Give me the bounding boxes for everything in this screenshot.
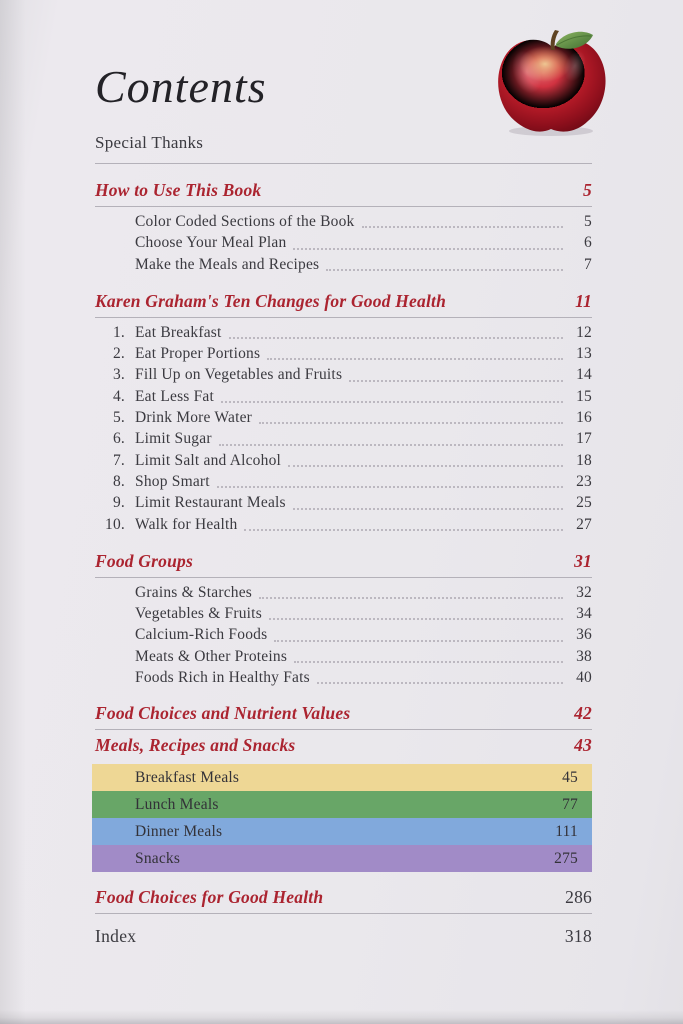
toc-item-label: Foods Rich in Healthy Fats <box>135 669 310 687</box>
toc-item-label: Fill Up on Vegetables and Fruits <box>135 366 343 384</box>
section-items <box>95 582 592 688</box>
toc-item-page: 23 <box>576 472 592 490</box>
section-heading-good-health <box>95 886 592 908</box>
section-heading-ten-changes <box>95 290 592 312</box>
toc-item-page: 18 <box>576 451 592 469</box>
toc-item-label: Grains & Starches <box>135 583 253 601</box>
section-title: Food Choices for Good Health <box>95 887 324 908</box>
toc-item <box>95 211 592 232</box>
toc-item-label: Meats & Other Proteins <box>135 647 288 665</box>
toc-item-page: 5 <box>584 213 592 230</box>
divider <box>95 577 592 578</box>
dotted-leader <box>362 226 563 228</box>
toc-item-label: Eat Proper Portions <box>135 345 261 363</box>
section-heading-nutrient-values <box>95 702 592 724</box>
toc-item <box>95 428 592 449</box>
band-page: 275 <box>554 849 578 867</box>
dotted-leader <box>244 529 563 531</box>
toc-item-page: 16 <box>576 409 592 427</box>
toc-item <box>95 343 592 364</box>
toc-item-page: 32 <box>576 583 592 601</box>
section-heading-how-to-use <box>95 179 592 201</box>
toc-item <box>95 254 592 275</box>
toc-item <box>95 386 592 407</box>
dotted-leader <box>259 597 563 599</box>
section-title: Karen Graham's Ten Changes for Good Health <box>95 290 447 311</box>
dotted-leader <box>293 508 563 510</box>
section-page-number: 43 <box>574 735 592 756</box>
toc-item <box>95 492 592 513</box>
toc-item-page: 13 <box>576 345 592 363</box>
divider <box>95 729 592 730</box>
section-items <box>95 322 592 535</box>
toc-item <box>95 646 592 667</box>
toc-item-label: Limit Restaurant Meals <box>135 494 286 512</box>
dotted-leader <box>269 618 563 620</box>
index-row <box>95 926 592 947</box>
toc-item-label: Walk for Health <box>135 515 238 533</box>
section-title: Meals, Recipes and Snacks <box>95 735 296 756</box>
toc-item-page: 27 <box>576 515 592 533</box>
color-coded-bands <box>92 764 592 872</box>
section-heading-meals-recipes <box>95 734 592 756</box>
toc-item-page: 40 <box>576 669 592 687</box>
toc-content <box>95 62 592 947</box>
toc-item-number: 7. <box>112 451 125 469</box>
band-dinner <box>92 818 592 845</box>
toc-item <box>95 450 592 471</box>
section-title: Food Choices and Nutrient Values <box>95 703 351 724</box>
divider <box>95 913 592 914</box>
special-thanks-label: Special Thanks <box>95 133 204 152</box>
toc-item-page: 17 <box>576 430 592 448</box>
band-breakfast <box>92 764 592 791</box>
dotted-leader <box>274 640 563 642</box>
toc-item-label: Choose Your Meal Plan <box>135 234 287 252</box>
divider <box>95 163 592 164</box>
toc-item-label: Color Coded Sections of the Book <box>135 213 355 230</box>
section-page-number: 286 <box>565 887 592 908</box>
toc-item-page: 38 <box>576 647 592 665</box>
toc-item-number: 2. <box>112 345 125 363</box>
section-page-number: 42 <box>574 703 592 724</box>
dotted-leader <box>293 248 563 250</box>
dotted-leader <box>294 661 563 663</box>
toc-item-label: Drink More Water <box>135 409 253 427</box>
toc-item-number: 6. <box>112 430 125 448</box>
toc-item-number: 10. <box>105 515 125 533</box>
dotted-leader <box>259 422 563 424</box>
dotted-leader <box>326 269 563 271</box>
toc-item-page: 36 <box>576 626 592 644</box>
dotted-leader <box>229 337 563 339</box>
divider <box>95 206 592 207</box>
dotted-leader <box>349 380 563 382</box>
toc-item <box>95 407 592 428</box>
band-snacks <box>92 845 592 872</box>
index-page-number: 318 <box>564 926 592 947</box>
page-title: Contents <box>95 61 267 112</box>
toc-item-label: Shop Smart <box>135 472 210 490</box>
toc-item-page: 15 <box>576 387 592 405</box>
toc-item <box>95 582 592 603</box>
toc-item-label: Limit Sugar <box>135 430 212 448</box>
band-label: Breakfast Meals <box>135 768 240 786</box>
toc-item-label: Vegetables & Fruits <box>135 605 262 623</box>
band-page: 111 <box>555 822 578 840</box>
section-page-number: 31 <box>574 550 592 571</box>
toc-item <box>95 603 592 624</box>
section-heading-food-groups <box>95 550 592 572</box>
toc-item <box>95 514 592 535</box>
dotted-leader <box>221 401 563 403</box>
toc-item <box>95 322 592 343</box>
band-page: 45 <box>562 768 578 786</box>
toc-item-page: 7 <box>584 255 592 273</box>
toc-item <box>95 364 592 385</box>
toc-item-number: 4. <box>112 387 125 405</box>
toc-item <box>95 232 592 253</box>
section-title: Food Groups <box>95 550 193 571</box>
section-page-number: 11 <box>575 290 592 311</box>
band-label: Dinner Meals <box>135 822 223 840</box>
toc-item-page: 12 <box>576 323 592 341</box>
toc-item-label: Eat Less Fat <box>135 387 215 405</box>
toc-item-label: Calcium-Rich Foods <box>135 626 268 644</box>
toc-item-label: Eat Breakfast <box>135 323 222 341</box>
toc-item-page: 25 <box>576 494 592 512</box>
toc-item-number: 5. <box>112 409 125 427</box>
toc-item <box>95 624 592 645</box>
band-page: 77 <box>562 795 578 813</box>
toc-item-number: 8. <box>112 472 125 490</box>
toc-item-number: 3. <box>112 366 125 384</box>
toc-item <box>95 667 592 688</box>
section-title: How to Use This Book <box>95 180 262 200</box>
dotted-leader <box>317 682 563 684</box>
dotted-leader <box>267 358 563 360</box>
toc-item-label: Limit Salt and Alcohol <box>135 451 282 469</box>
toc-item-number: 1. <box>112 323 125 341</box>
dotted-leader <box>288 465 563 467</box>
toc-item-page: 6 <box>584 234 592 252</box>
band-label: Lunch Meals <box>135 795 219 813</box>
index-label: Index <box>95 926 137 947</box>
toc-item-page: 14 <box>576 366 592 384</box>
toc-item-label: Make the Meals and Recipes <box>135 255 320 273</box>
dotted-leader <box>219 444 563 446</box>
band-label: Snacks <box>135 849 181 867</box>
section-page-number: 5 <box>583 180 592 200</box>
toc-item <box>95 471 592 492</box>
dotted-leader <box>217 486 563 488</box>
toc-item-page: 34 <box>576 605 592 623</box>
band-lunch <box>92 791 592 818</box>
section-items <box>95 211 592 275</box>
toc-item-number: 9. <box>112 494 125 512</box>
divider <box>95 317 592 318</box>
